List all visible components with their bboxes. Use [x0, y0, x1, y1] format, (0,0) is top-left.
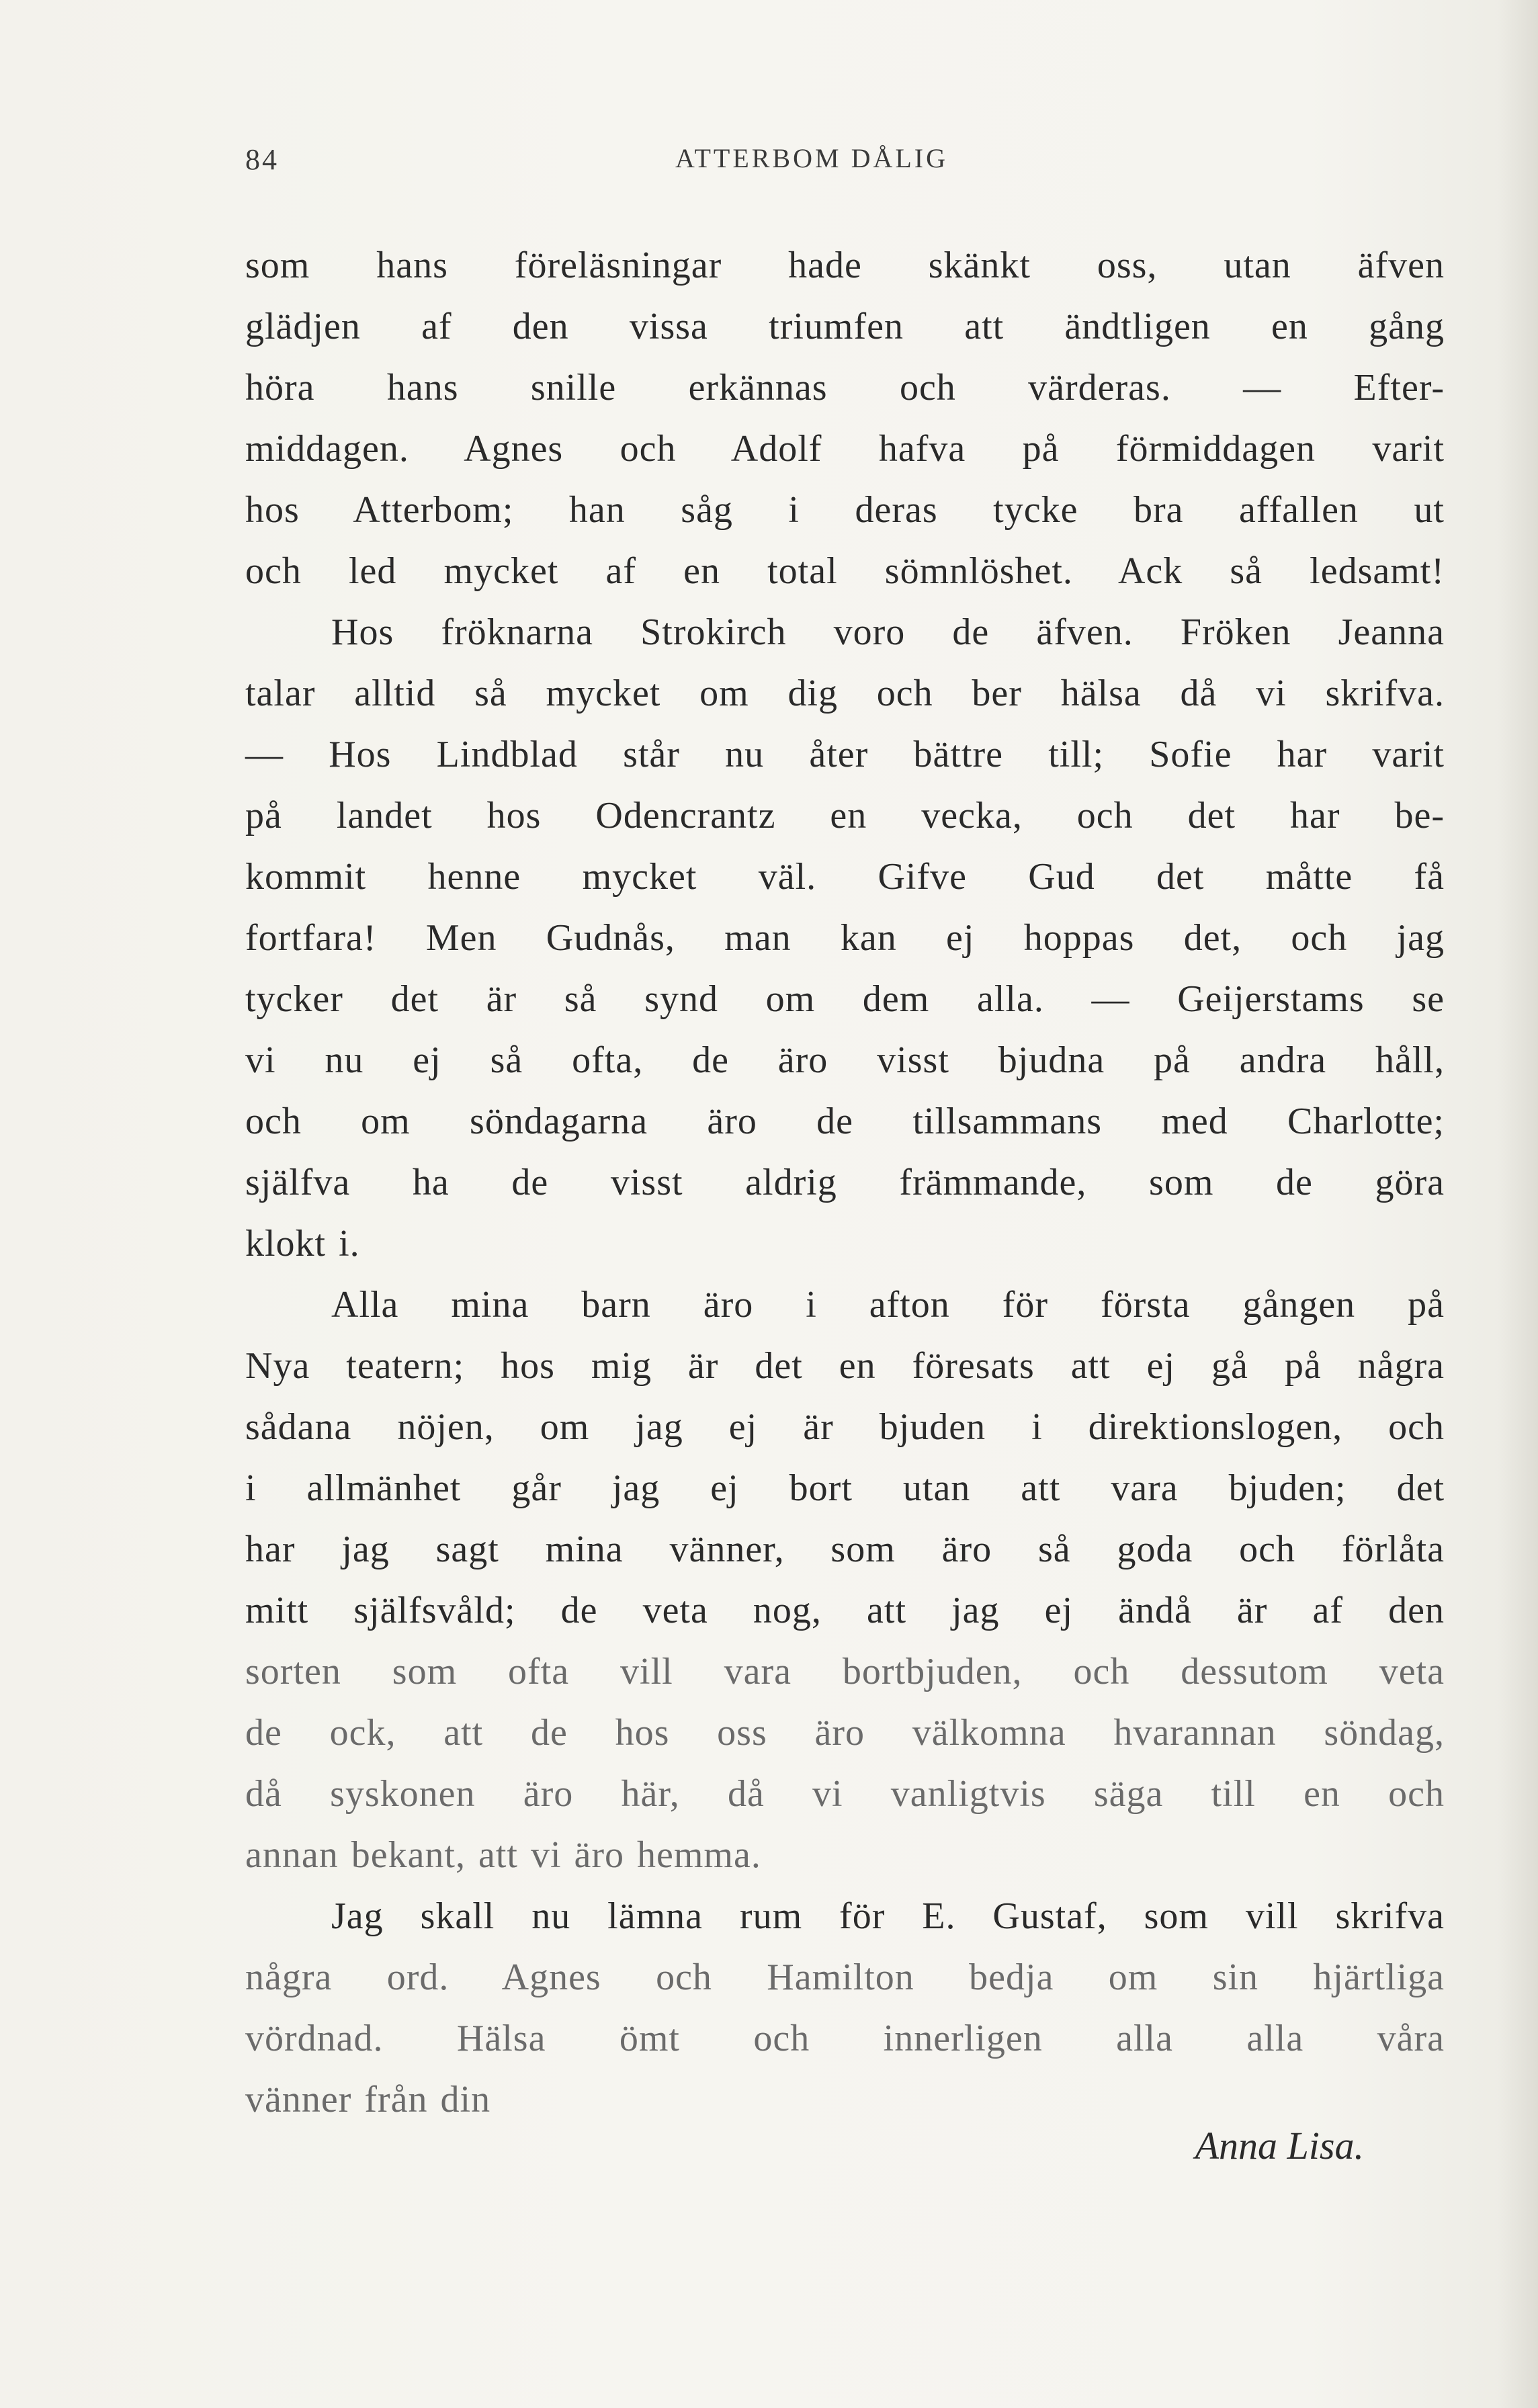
text-line: talar alltid så mycket om dig och ber hälsa då vi skrifva. [245, 673, 1445, 714]
text-line: middagen. Agnes och Adolf hafva på förmiddagen varit [245, 428, 1445, 470]
text-line: som hans föreläsningar hade skänkt oss, utan äfven [245, 245, 1445, 286]
text-line: klokt i. [245, 1223, 360, 1264]
text-line: sådana nöjen, om jag ej är bjuden i direktionslogen, och [245, 1406, 1445, 1448]
running-title: ATTERBOM DÅLIG [675, 143, 948, 173]
text-line: Nya teatern; hos mig är det en föresats att ej gå på några [245, 1345, 1445, 1387]
text-line: själfva ha de visst aldrig främmande, som de göra [245, 1162, 1445, 1203]
text-line: annan bekant, att vi äro hemma. [245, 1834, 761, 1876]
paragraph [245, 1275, 1445, 1886]
text-line: i allmänhet går jag ej bort utan att vara bjuden; det [245, 1467, 1445, 1509]
text-line: kommit henne mycket väl. Gifve Gud det måtte få [245, 856, 1445, 898]
text-line: och led mycket af en total sömnlöshet. Ack så ledsamt! [245, 550, 1445, 592]
signature: Anna Lisa. [1195, 2124, 1364, 2167]
page-header [245, 142, 1448, 183]
text-line: på landet hos Odencrantz en vecka, och det har be- [245, 795, 1445, 836]
text-line: de ock, att de hos oss äro välkomna hvarannan söndag, [245, 1712, 1445, 1754]
text-line: några ord. Agnes och Hamilton bedja om sin hjärtliga [245, 1956, 1445, 1998]
paragraph [245, 235, 1445, 1275]
page-number: 84 [245, 143, 279, 176]
text-line: hos Atterbom; han såg i deras tycke bra affallen ut [245, 489, 1445, 531]
paragraph [245, 1886, 1445, 2131]
body-text [245, 235, 1445, 2131]
text-line: då syskonen äro här, då vi vanligtvis säga till en och [245, 1773, 1445, 1815]
text-line: vi nu ej så ofta, de äro visst bjudna på andra håll, [245, 1039, 1445, 1081]
text-line: Hos fröknarna Strokirch voro de äfven. Fröken Jeanna [331, 611, 1445, 653]
text-line: mitt själfsvåld; de veta nog, att jag ej ändå är af den [245, 1590, 1445, 1631]
text-line: Jag skall nu lämna rum för E. Gustaf, som vill skrifva [331, 1895, 1445, 1937]
text-line: glädjen af den vissa triumfen att ändtligen en gång [245, 306, 1445, 347]
text-line: vördnad. Hälsa ömt och innerligen alla alla våra [245, 2018, 1445, 2059]
page-edge-shadow [1498, 0, 1538, 2408]
text-line: fortfara! Men Gudnås, man kan ej hoppas det, och jag [245, 917, 1445, 959]
text-line: och om söndagarna äro de tillsammans med Charlotte; [245, 1101, 1445, 1142]
text-line: sorten som ofta vill vara bortbjuden, och dessutom veta [245, 1651, 1445, 1692]
text-line: — Hos Lindblad står nu åter bättre till; Sofie har varit [245, 734, 1445, 775]
text-line: höra hans snille erkännas och värderas. — Efter- [245, 367, 1445, 408]
text-line: har jag sagt mina vänner, som äro så goda och förlåta [245, 1529, 1445, 1570]
text-line: Alla mina barn äro i afton för första gången på [331, 1284, 1445, 1326]
text-line: vänner från din [245, 2079, 491, 2120]
text-line: tycker det är så synd om dem alla. — Geijerstams se [245, 978, 1445, 1020]
